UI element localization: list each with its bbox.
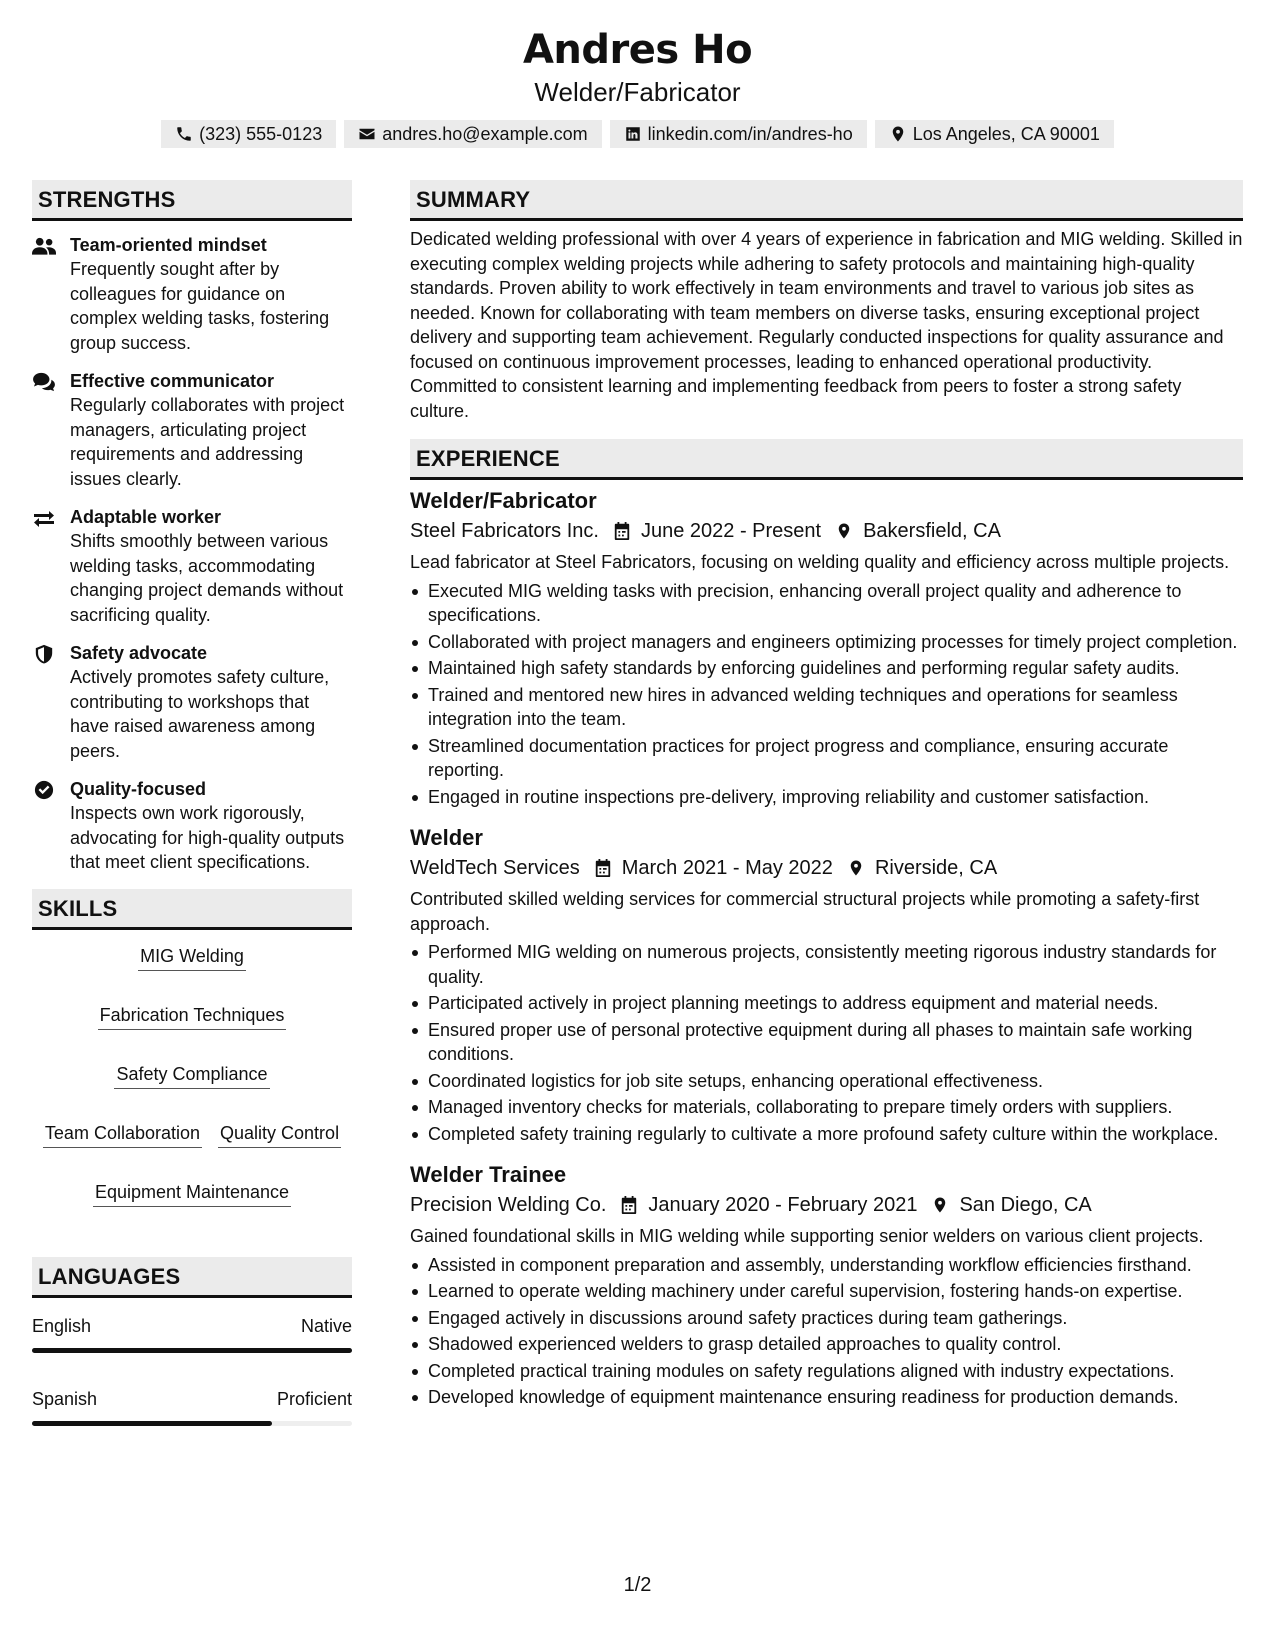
language-level-bar — [32, 1421, 352, 1426]
job-dates — [594, 853, 833, 883]
job-company: WeldTech Services — [410, 857, 580, 879]
contact-bar — [0, 120, 1275, 148]
job-company: Precision Welding Co. — [410, 1194, 607, 1216]
job-location-text: Bakersfield, CA — [863, 520, 1001, 542]
contact-linkedin[interactable] — [610, 120, 867, 148]
job-meta — [410, 853, 1243, 883]
job-entry — [410, 486, 1243, 809]
shield-icon — [32, 644, 56, 664]
job-title: Welder Trainee — [410, 1162, 567, 1187]
candidate-title: Welder/Fabricator — [534, 77, 741, 107]
language-level: Proficient — [276, 1388, 352, 1409]
experience-heading: EXPERIENCE — [410, 439, 1243, 480]
skill-tag: Team Collaboration — [43, 1121, 202, 1148]
job-dates — [620, 1190, 917, 1220]
skill-tag: Safety Compliance — [114, 1062, 269, 1089]
job-dates-text: March 2021 - May 2022 — [621, 857, 833, 879]
candidate-name: Andres Ho — [522, 27, 753, 73]
job-description: Lead fabricator at Steel Fabricators, focusing on welding quality and efficiency across multiple projects. — [410, 552, 1230, 572]
job-bullet: Maintained high safety standards by enforcing guidelines and performing regular safety audits. — [410, 656, 1243, 681]
job-entry — [410, 823, 1243, 1146]
job-bullets — [410, 1253, 1243, 1410]
job-bullet: Ensured proper use of personal protective equipment during all phases to maintain safe working conditions. — [410, 1018, 1243, 1067]
skill-tag: MIG Welding — [138, 944, 246, 971]
check-circle-icon — [32, 780, 56, 800]
strength-item — [32, 641, 352, 763]
job-bullet: Participated actively in project planning meetings to address equipment and material needs. — [410, 991, 1243, 1016]
job-title: Welder — [410, 825, 483, 850]
job-bullet: Engaged in routine inspections pre-delivery, improving reliability and customer satisfaction. — [410, 785, 1243, 810]
language-level-fill — [32, 1421, 272, 1426]
job-bullet: Coordinated logistics for job site setups, enhancing operational effectiveness. — [410, 1069, 1243, 1094]
strength-desc: Actively promotes safety culture, contributing to workshops that have raised awareness among peers. — [70, 667, 330, 761]
strength-desc: Frequently sought after by colleagues for guidance on complex welding tasks, fostering group success. — [70, 259, 330, 353]
strength-title: Effective communicator — [70, 371, 275, 391]
summary-text: Dedicated welding professional with over 4 years of experience in fabrication and MIG welding. Skilled in executing complex welding projects while adhering to safety protocols and maintaining high-quality standards. Proven ability to work effectively in team environments and travel to various job sites as needed. Known for collaborating with team members on diverse tasks, ensuring exceptional project delivery and supporting team achievement. Regularly conducted inspections for quality assurance and focused on continuous improvement processes, leading to enhanced operational productivity. Committed to consistent learning and implementing feedback from peers to foster a strong safety culture. — [410, 229, 1243, 421]
strength-desc: Inspects own work rigorously, advocating for high-quality outputs that meet client specifications. — [70, 803, 345, 872]
language-level-fill — [32, 1348, 352, 1353]
job-location — [835, 516, 1001, 546]
job-description: Gained foundational skills in MIG welding while supporting senior welders on various client projects. — [410, 1226, 1204, 1246]
job-bullet: Streamlined documentation practices for project progress and compliance, ensuring accurate reporting. — [410, 734, 1243, 783]
contact-email[interactable] — [344, 120, 601, 148]
map-marker-icon — [847, 858, 865, 878]
job-bullets — [410, 940, 1243, 1146]
skill-tag: Fabrication Techniques — [98, 1003, 287, 1030]
summary-heading: SUMMARY — [410, 180, 1243, 221]
experience-list — [410, 486, 1243, 1410]
job-location — [847, 853, 997, 883]
right-column — [410, 180, 1243, 1412]
strengths-heading: STRENGTHS — [32, 180, 352, 221]
job-bullet: Performed MIG welding on numerous projects, consistently meeting rigorous industry standards for quality. — [410, 940, 1243, 989]
job-location-text: Riverside, CA — [874, 857, 998, 879]
location-text: Los Angeles, CA 90001 — [912, 123, 1100, 144]
map-marker-icon — [835, 521, 853, 541]
calendar-icon — [620, 1195, 638, 1215]
job-meta — [410, 516, 1243, 546]
job-bullet: Collaborated with project managers and engineers optimizing processes for timely project completion. — [410, 630, 1243, 655]
skill-tag: Equipment Maintenance — [93, 1180, 291, 1207]
job-bullet: Shadowed experienced welders to grasp detailed approaches to quality control. — [410, 1332, 1243, 1357]
language-level: Native — [300, 1315, 352, 1336]
strength-title: Safety advocate — [70, 643, 208, 663]
skills-list — [32, 944, 352, 1207]
language-name: English — [32, 1315, 92, 1336]
map-marker-icon — [931, 1195, 949, 1215]
job-meta — [410, 1190, 1243, 1220]
linkedin-icon — [624, 125, 642, 143]
skill-tag: Quality Control — [218, 1121, 341, 1148]
strength-desc: Shifts smoothly between various welding tasks, accommodating changing project demands without sacrificing quality. — [70, 531, 344, 625]
calendar-icon — [594, 858, 612, 878]
language-row — [32, 1314, 352, 1338]
job-dates-text: June 2022 - Present — [640, 520, 822, 542]
strength-title: Adaptable worker — [70, 507, 222, 527]
strength-item — [32, 369, 352, 491]
job-company: Steel Fabricators Inc. — [410, 520, 599, 542]
language-name: Spanish — [32, 1388, 98, 1409]
email-text: andres.ho@example.com — [382, 123, 588, 144]
phone-text: (323) 555-0123 — [199, 123, 323, 144]
job-location — [931, 1190, 1091, 1220]
strength-desc: Regularly collaborates with project managers, articulating project requirements and addressing issues clearly. — [70, 395, 345, 489]
job-bullet: Completed safety training regularly to cultivate a more profound safety culture within the workplace. — [410, 1122, 1243, 1147]
job-bullets — [410, 579, 1243, 810]
left-column — [32, 180, 352, 1460]
language-level-bar — [32, 1348, 352, 1353]
strength-item — [32, 777, 352, 875]
strengths-list — [32, 233, 352, 875]
strength-item — [32, 505, 352, 627]
comments-icon — [32, 372, 56, 392]
job-title: Welder/Fabricator — [410, 488, 597, 513]
job-bullet: Developed knowledge of equipment maintenance ensuring readiness for production demands. — [410, 1385, 1243, 1410]
job-description: Contributed skilled welding services for commercial structural projects while promoting a safety-first approach. — [410, 889, 1200, 934]
strength-item — [32, 233, 352, 355]
job-dates — [613, 516, 821, 546]
job-bullet: Trained and mentored new hires in advanced welding techniques and operations for seamless integration into the team. — [410, 683, 1243, 732]
exchange-icon — [32, 508, 56, 528]
job-bullet: Executed MIG welding tasks with precision, enhancing overall project quality and adherence to specifications. — [410, 579, 1243, 628]
languages-list — [32, 1314, 352, 1426]
job-bullet: Engaged actively in discussions around safety practices during team gatherings. — [410, 1306, 1243, 1331]
job-entry — [410, 1160, 1243, 1410]
linkedin-text: linkedin.com/in/andres-ho — [647, 123, 853, 144]
envelope-icon — [358, 125, 376, 143]
job-location-text: San Diego, CA — [959, 1194, 1092, 1216]
users-icon — [32, 236, 56, 256]
job-bullet: Managed inventory checks for materials, collaborating to prepare timely orders with suppliers. — [410, 1095, 1243, 1120]
page-number: 1/2 — [623, 1574, 652, 1596]
job-dates-text: January 2020 - February 2021 — [648, 1194, 918, 1216]
phone-icon — [175, 125, 193, 143]
skills-heading: SKILLS — [32, 889, 352, 930]
job-bullet: Assisted in component preparation and assembly, understanding workflow efficiencies firsthand. — [410, 1253, 1243, 1278]
job-bullet: Completed practical training modules on safety regulations aligned with industry expectations. — [410, 1359, 1243, 1384]
contact-phone[interactable] — [161, 120, 336, 148]
resume-header — [0, 24, 1275, 148]
language-row — [32, 1387, 352, 1411]
job-bullet: Learned to operate welding machinery under careful supervision, fostering hands-on expertise. — [410, 1279, 1243, 1304]
strength-title: Team-oriented mindset — [70, 235, 267, 255]
map-marker-icon — [889, 125, 907, 143]
contact-location[interactable] — [875, 120, 1114, 148]
calendar-icon — [613, 521, 631, 541]
languages-heading: LANGUAGES — [32, 1257, 352, 1298]
strength-title: Quality-focused — [70, 779, 207, 799]
